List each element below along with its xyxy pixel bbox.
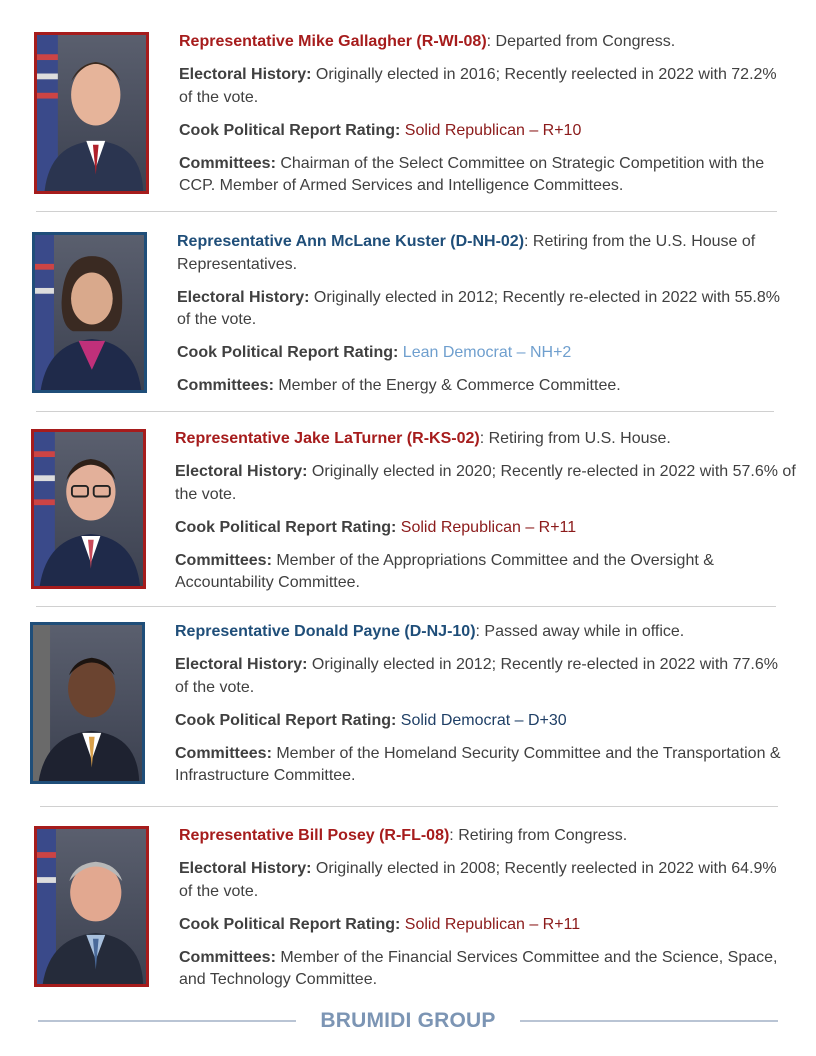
rating-label: Cook Political Report Rating: [179,121,401,139]
status-text: : Retiring from Congress. [449,827,628,844]
portrait-photo [31,429,146,589]
rep-name: Representative Ann McLane Kuster (D-NH-02) [177,233,525,250]
section-divider [36,606,776,607]
rep-name: Representative Bill Posey (R-FL-08) [179,827,450,844]
section-divider [40,806,778,807]
rating-value: Lean Democrat – NH+2 [398,344,572,361]
rep-name: Representative Jake LaTurner (R-KS-02) [175,430,480,447]
committees-text: Member of the Energy & Commerce Committee. [273,377,621,394]
committees-text: Member of the Homeland Security Committee and the Transportation & Infrastructure Committee. [175,744,781,784]
rep-name: Representative Donald Payne (D-NJ-10) [175,623,476,640]
rating-value: Solid Republican – R+11 [396,518,577,536]
committees-label: Committees: [179,154,276,172]
committees-text: Member of the Financial Services Committee and the Science, Space, and Technology Committee. [179,948,778,988]
portrait-photo [30,622,145,784]
rating-value: Solid Republican – R+11 [400,915,581,933]
rating-label: Cook Political Report Rating: [175,711,397,729]
rating-value: Solid Democrat – D+30 [396,711,567,729]
committees-label: Committees: [175,744,272,762]
electoral-text: Originally elected in 2008; Recently reelected in 2022 with 64.9% of the vote. [179,860,777,900]
committees-label: Committees: [175,551,272,569]
electoral-label: Electoral History: [175,656,308,673]
portrait-photo [34,826,149,987]
rep-name: Representative Mike Gallagher (R-WI-08) [179,33,487,50]
rating-value: Solid Republican – R+10 [400,121,582,139]
rating-label: Cook Political Report Rating: [175,518,397,536]
section-divider [36,411,774,412]
committees-text: Member of the Appropriations Committee and the Oversight & Accountability Committee. [175,551,714,591]
rating-label: Cook Political Report Rating: [177,344,399,361]
electoral-text: Originally elected in 2012; Recently re-elected in 2022 with 55.8% of the vote. [177,288,780,328]
electoral-label: Electoral History: [179,860,312,877]
status-text: : Retiring from the U.S. House of Representatives. [177,233,756,273]
status-text: : Passed away while in office. [475,623,685,640]
electoral-text: Originally elected in 2016; Recently reelected in 2022 with 72.2% of the vote. [179,66,777,106]
committees-label: Committees: [179,948,276,966]
rating-label: Cook Political Report Rating: [179,915,401,933]
footer-brand-logo: BRUMIDI GROUP [320,1009,496,1032]
status-text: : Retiring from U.S. House. [479,430,671,447]
status-text: : Departed from Congress. [486,33,676,50]
electoral-label: Electoral History: [179,66,312,83]
section-divider [36,211,777,212]
electoral-label: Electoral History: [175,463,308,480]
electoral-text: Originally elected in 2020; Recently re-elected in 2022 with 57.6% of the vote. [175,463,796,503]
committees-label: Committees: [177,377,274,394]
electoral-label: Electoral History: [177,288,310,306]
committees-text: Chairman of the Select Committee on Strategic Competition with the CCP. Member of Armed Services and Intelligence Committees. [179,154,765,194]
electoral-text: Originally elected in 2012; Recently re-elected in 2022 with 77.6% of the vote. [175,656,778,696]
portrait-photo [34,32,149,194]
portrait-photo [32,232,147,393]
